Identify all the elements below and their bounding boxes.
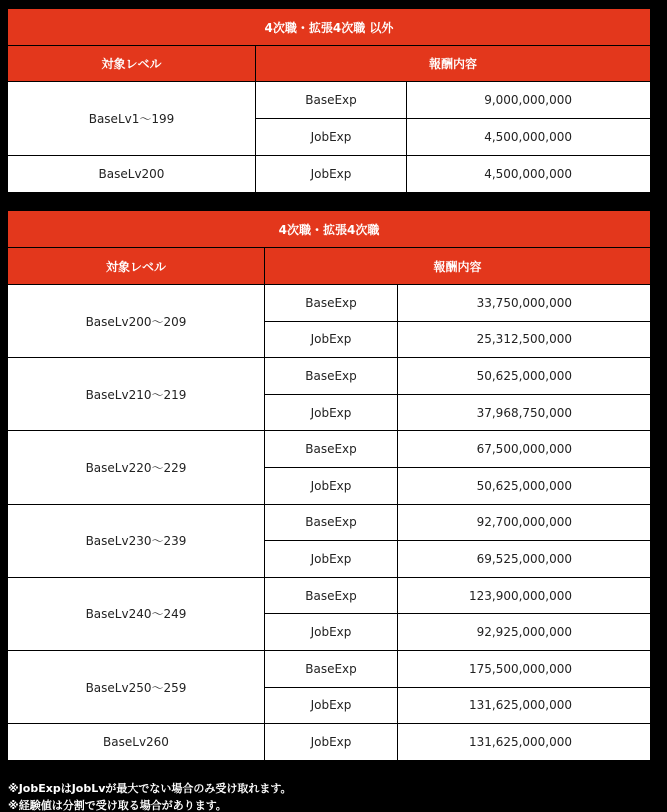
exp-value-cell: 69,525,000,000	[398, 541, 651, 578]
table-body	[8, 285, 651, 761]
reward-table-4th-job	[7, 210, 651, 761]
exp-type-cell: JobExp	[265, 321, 398, 358]
exp-value-cell: 92,700,000,000	[398, 504, 651, 541]
level-cell: BaseLv260	[8, 724, 265, 761]
exp-value-cell: 67,500,000,000	[398, 431, 651, 468]
exp-type-cell: BaseExp	[265, 358, 398, 395]
table-row	[8, 156, 651, 193]
exp-type-cell: BaseExp	[265, 504, 398, 541]
table-title: 4次職・拡張4次職	[8, 211, 651, 248]
table-title: 4次職・拡張4次職 以外	[8, 9, 651, 46]
exp-type-cell: JobExp	[256, 156, 407, 193]
level-cell: BaseLv1〜199	[8, 82, 256, 156]
level-cell: BaseLv220〜229	[8, 431, 265, 504]
exp-value-cell: 50,625,000,000	[398, 358, 651, 395]
exp-type-cell: BaseExp	[265, 650, 398, 687]
column-header-level: 対象レベル	[8, 46, 256, 82]
exp-value-cell: 4,500,000,000	[407, 156, 651, 193]
exp-value-cell: 131,625,000,000	[398, 724, 651, 761]
level-cell: BaseLv200	[8, 156, 256, 193]
exp-type-cell: BaseExp	[265, 577, 398, 614]
exp-value-cell: 131,625,000,000	[398, 687, 651, 724]
exp-value-cell: 25,312,500,000	[398, 321, 651, 358]
exp-type-cell: JobExp	[265, 394, 398, 431]
exp-value-cell: 92,925,000,000	[398, 614, 651, 651]
level-cell: BaseLv210〜219	[8, 358, 265, 431]
column-header-reward: 報酬内容	[256, 46, 651, 82]
table-row	[8, 285, 651, 322]
exp-type-cell: JobExp	[265, 724, 398, 761]
table-body	[8, 82, 651, 193]
exp-type-cell: JobExp	[265, 541, 398, 578]
reward-table-non-4th-job	[7, 8, 651, 193]
exp-type-cell: BaseExp	[265, 431, 398, 468]
table-row	[8, 358, 651, 395]
exp-value-cell: 33,750,000,000	[398, 285, 651, 322]
exp-value-cell: 123,900,000,000	[398, 577, 651, 614]
exp-type-cell: BaseExp	[256, 82, 407, 119]
exp-type-cell: JobExp	[265, 467, 398, 504]
level-cell: BaseLv200〜209	[8, 285, 265, 358]
exp-value-cell: 50,625,000,000	[398, 467, 651, 504]
exp-value-cell: 37,968,750,000	[398, 394, 651, 431]
table-row	[8, 431, 651, 468]
exp-value-cell: 9,000,000,000	[407, 82, 651, 119]
exp-value-cell: 4,500,000,000	[407, 119, 651, 156]
exp-type-cell: JobExp	[265, 614, 398, 651]
footnote: ※経験値は分割で受け取る場合があります。	[8, 799, 227, 812]
table-row	[8, 82, 651, 119]
exp-value-cell: 175,500,000,000	[398, 650, 651, 687]
exp-type-cell: JobExp	[265, 687, 398, 724]
table-row	[8, 577, 651, 614]
exp-type-cell: JobExp	[256, 119, 407, 156]
level-cell: BaseLv250〜259	[8, 650, 265, 723]
exp-type-cell: BaseExp	[265, 285, 398, 322]
table-row	[8, 504, 651, 541]
table-row	[8, 724, 651, 761]
footnote: ※JobExpはJobLvが最大でない場合のみ受け取れます。	[8, 782, 292, 795]
level-cell: BaseLv240〜249	[8, 577, 265, 650]
table-row	[8, 650, 651, 687]
column-header-reward: 報酬内容	[265, 248, 651, 285]
level-cell: BaseLv230〜239	[8, 504, 265, 577]
footnotes	[8, 780, 292, 812]
column-header-level: 対象レベル	[8, 248, 265, 285]
